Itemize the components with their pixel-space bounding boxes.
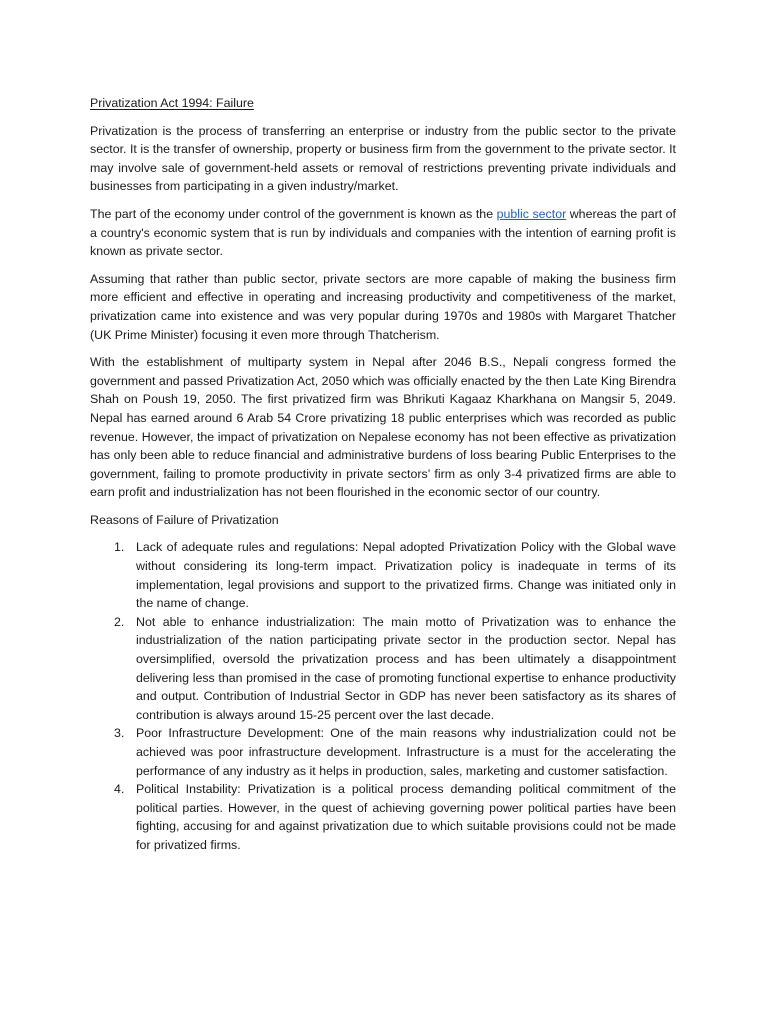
paragraph-nepal-context: With the establishment of multiparty system in Nepal after 2046 B.S., Nepali congress formed the government and passed Privatization Act, 2050 which was officially enacted by the then Late King Birendra Shah on Poush 19, 2050. The first privatized firm was Bhrikuti Kagaaz Kharkhana on Mangsir 5, 2049. Nepal has earned around 6 Arab 54 Crore privatizing 18 public enterprises which was recorded as public revenue. However, the impact of privatization on Nepalese economy has not been effective as privatization has only been able to reduce financial and administrative burdens of loss bearing Public Enterprises to the government, failing to promote productivity in private sectors’ firm as only 3-4 privatized firms are able to earn profit and industrialization has not been flourished in the economic sector of our country. — [90, 355, 676, 500]
paragraph-public-private-sector — [90, 205, 676, 261]
list-item — [90, 613, 676, 725]
list-item-text: Political Instability: Privatization is a political process demanding political commitment of the political parties. However, in the quest of achieving governing power political parties have been fighting, accusing for and against privatization due to which suitable provisions could not be made for privatized firms. — [136, 782, 676, 852]
list-item-text: Poor Infrastructure Development: One of the main reasons why industrialization could not be achieved was poor infrastructure development. Infrastructure is a must for the accelerating the performance of any industry as it helps in production, sales, marketing and customer satisfaction. — [136, 726, 676, 778]
reasons-list — [90, 538, 676, 854]
paragraph-history: Assuming that rather than public sector, private sectors are more capable of making the business firm more efficient and effective in operating and increasing productivity and competitiveness of the market, privatization came into existence and was very popular during 1970s and 1980s with Margaret Thatcher (UK Prime Minister) focusing it even more through Thatcherism. — [90, 271, 676, 342]
list-item-number: 1. — [114, 540, 125, 555]
public-sector-link[interactable]: public sector — [496, 206, 567, 221]
list-item — [90, 724, 676, 780]
list-item — [90, 780, 676, 854]
paragraph-definition: Privatization is the process of transferring an enterprise or industry from the public sector to the private sector. It is the transfer of ownership, property or business firm from the government to the private sector. It may involve sale of government-held assets or removal of restrictions preventing private individuals and businesses from participating in a given industry/market. — [90, 123, 676, 194]
paragraph-text-after-link: whereas the part of a country's economic system that is run by individuals and companies with the intention of earning profit is known as private sector. — [90, 206, 676, 259]
document-title: Privatization Act 1994: Failure — [90, 96, 254, 110]
document-page — [90, 94, 676, 855]
list-item-number: 3. — [114, 726, 125, 741]
list-item-text: Not able to enhance industrialization: The main motto of Privatization was to enhance the industrialization of the nation participating private sector in the production sector. Nepal has oversimplified, oversold the privatization process and has been ultimately a disappointment delivering less than promised in the case of promoting functional expertise to enhance productivity and output. Contribution of Industrial Sector in GDP has never been satisfactory as its shares of contribution is always around 15-25 percent over the last decade. — [136, 614, 676, 722]
reasons-heading: Reasons of Failure of Privatization — [90, 512, 279, 527]
list-item — [90, 538, 676, 612]
list-item-number: 4. — [114, 782, 125, 797]
paragraph-text-before-link: The part of the economy under control of the government is known as the — [90, 206, 497, 221]
list-item-number: 2. — [114, 614, 125, 629]
list-item-text: Lack of adequate rules and regulations: Nepal adopted Privatization Policy with the Global wave without considering its long-term impact. Privatization policy is inadequate in terms of its implementation, legal provisions and support to the privatized firms. Change was initiated only in the name of change. — [136, 540, 676, 611]
